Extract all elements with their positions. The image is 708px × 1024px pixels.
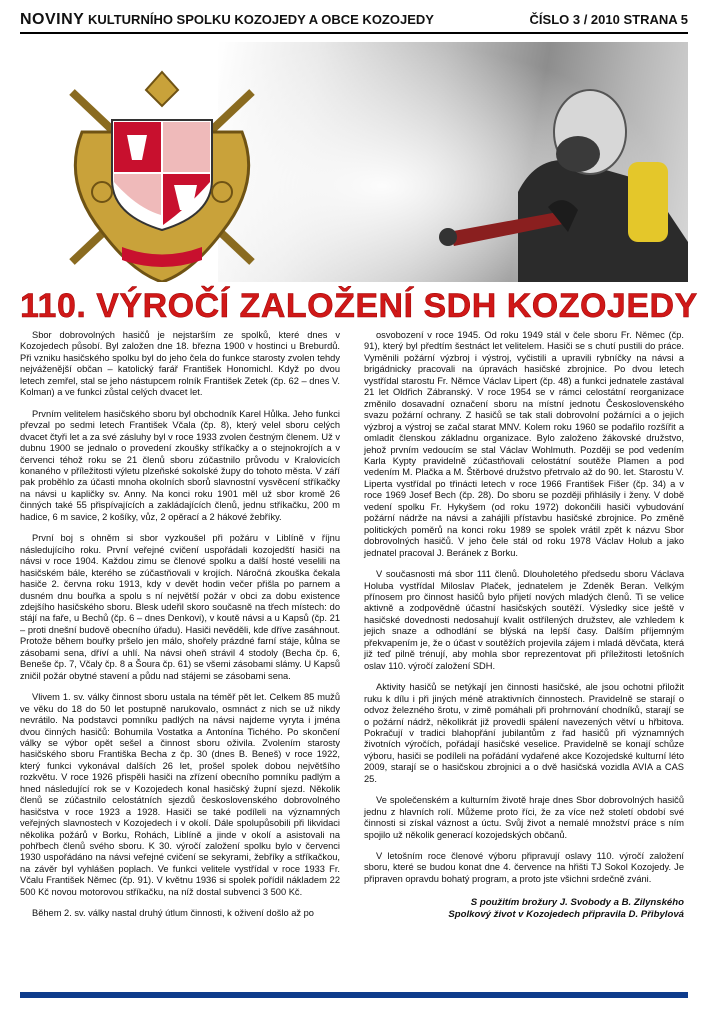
paragraph: Během 2. sv. války nastal druhý útlum činnosti, k oživení došlo až po — [32, 908, 314, 919]
paragraph: V letošním roce členové výboru připravují oslavy 110. výročí založení sboru, které se budou konat dne 4. července na hřišti TJ Sokol Kozojedy. Je připraven opravdu bohatý program, a proto jste všichni srdečně zváni. — [364, 851, 684, 884]
newspaper-subtitle: KULTURNÍHO SPOLKU KOZOJEDY A OBCE KOZOJEDY — [87, 12, 434, 27]
paragraph: Ve společenském a kulturním životě hraje dnes Sbor dobrovolných hasičů jednu z hlavních rolí. Můžeme proto říci, že za více než století období své činnosti si získal váznost a úctu. Svůj život a nemalé množství práce s ním spojilo už několik generací kozojedských občanů. — [364, 795, 684, 840]
paragraph: První boj s ohněm si sbor vyzkoušel při požáru v Liblíně v říjnu následujícího roku. První veřejné cvičení uspořádali kozojedští hasiči na návsi v roce 1904. Každou zimu se členové spolku a další hosté veselili na hasičském bále, kterého se zúčastňovali v krojích. Náročná zkouška čekala hasiče 2. června roku 1913, kdy v devět hodin večer přišla po parnem a dusném dnu bouřka a spolu s ní největší požár v obci za dobu existence zdejšího hasičského sboru. Blesk udeřil skoro současně na třech místech: do stájí na faře, u Bechů (čp. 6 – dnes Denkovi), v koutě návsi a u Kapsů (čp. 21 – proti dnešní budově obecního úřadu). Hasiči nevěděli, kde dříve zasáhnout. Protože během bouřky pršelo jen málo, shořely prázdné farní stáje, kůlna se zásobami sena, dříví a uhlí. Na návsi oheň strávil 4 stodoly (Becha čp. 6, Beneše čp. 7, Včaly čp. 8 a Šoura čp. 61) se všemi zásobami slámy. U Kapsů zničil požár obytné stavení a půdu nad stájemi se zásobami sena. — [20, 533, 340, 681]
fire-brigade-emblem-icon — [42, 62, 282, 282]
paragraph: Aktivity hasičů se netýkají jen činnosti hasičské, ale jsou ochotni přiložit ruku k dílu i při jiných méně atraktivních činnostech. Pravidelně se starají o odvoz železného šrotu, v zimě pomáhali při prohrnování chodníků, starají se o požární nádrž, několikrát již provedli spálení navezených větví u hřbitova. Pokračují v tradici blahopřání jubilantům z řad hasičů při významných životních výročích, pořádají hasičské veselice. Pravidelně se konají schůze výboru, hasiči se podíleli na pořádání vydařené akce Kozojedské kulturní léto 2009, starají se o hasičskou zbrojnici a o dvě hasičská vozidla AVIA a CAS 25. — [364, 682, 684, 784]
paragraph: V současnosti má sbor 111 členů. Dlouholetého předsedu sboru Václava Holuba vystřídal Miloslav Plaček, jednatelem je Zdeněk Beran. Velkým přínosem pro činnost hasičů bylo přijetí nových mladých členů. Ti se velice aktivně a zodpovědně účastní hasičských soutěží. Výsledky sice ještě v hasičské dovednosti nedosahují kvalit ostřílených družstev, ale vzhledem k jejich snaze a odhodlání se blýská na lepší časy. Dalším příjemným překvapením je, že o účast v soutěžích projevila zájem i mladá děvčata, která již teď pilně trénují, aby mohla sbor reprezentovat při příležitosti letošních oslav 110. výročí založení SDH. — [364, 569, 684, 671]
paragraph: Vlivem 1. sv. války činnost sboru ustala na téměř pět let. Celkem 85 mužů ve věku do 18 do 50 let postupně narukovalo, osmnáct z nich se už nikdy nevrátilo. Na podstavci pomníku padlých na návsi najdeme vyryta i jména dvou činných hasičů: Bohumila Vostatka a Antonína Tichého. Po skončení války se výbor opět sešel a činnost sboru oživila. Zvolením starosty hasičského sboru Františka Becha z čp. 30 (dnes B. Beneš) v roce 1922, který funkci vykonával dalších 26 let, prošel spolek dobou největšího rozkvětu. V roce 1926 přispěli hasiči na zřízení obecního pomníku padlým a hned následující rok se v Kozojedech konal hasičský župní sjezd. Několik členů se zúčastnilo celostátních sjezdů československého dobrovolného hasičstva v roce 1923 a 1928. Hasiči se také podíleli na významných veřejných slavnostech v Kozojedech i v okolí. Dále spolupůsobili při likvidaci několika požárů v Borku, Rohách, Liblíně a jinde v okolí a asistovali na pohřbech členů svého sboru. K 30. výročí založení spolku bylo v červenci 1930 uspořádáno na návsi veřejné cvičení se sekyrami, žebříky a stříkačkou, na závěr byl vyhlášen poplach. Ve funkci velitele vystřídal v roce 1933 Fr. Včalu František Němec (čp. 91). V květnu 1936 si spolek pořídil nákladem 22 500 Kč novou motorovou stříkačku, na níž dostal subvenci 3 500 Kč. — [20, 692, 340, 897]
firefighter-photo — [218, 42, 688, 282]
header-rule — [20, 32, 688, 34]
paragraph: Prvním velitelem hasičského sboru byl obchodník Karel Hůlka. Jeho funkci převzal po sedmi letech František Včala (čp. 8), který velel sboru celých dvacet čtyři let a za své zásluhy byl v roce 1933 zvolen čestným členem. Už v dubnu 1900 se jednalo o provedení zkoušky stříkačky a o stejnokrojích a v červenci téhož roku se 21 členů sboru zúčastnilo průvodu v Kralovicích konaného v příležitosti výletu plzeňské sokolské župy do tohoto města. V září pak proběhlo za účasti mnoha okolních sborů slavnostní vysvěcení stříkačky na návsi u kapličky sv. Anny. Na konci roku 1901 měl už sbor kromě 26 činných také 55 přispívajících a zakládajících členů, jednu stříkačku, 200 m hadice, 6 m savice, 2 košíky, vůz, 2 opěrací a 2 hákové žebříky. — [20, 408, 340, 522]
credit-author: Spolkový život v Kozojedech připravila D. Přibylová — [448, 909, 684, 921]
article-left-column — [20, 330, 340, 920]
footer-rule — [20, 992, 688, 998]
article-right-column — [364, 330, 684, 921]
newspaper-name: NOVINY — [20, 11, 85, 28]
issue-page-number: ČÍSLO 3 / 2010 STRANA 5 — [529, 12, 688, 27]
article-credit — [364, 897, 684, 921]
article-headline: 110. VÝROČÍ ZALOŽENÍ SDH KOZOJEDY — [20, 287, 698, 325]
page-header — [20, 10, 688, 30]
credit-source: S použitím brožury J. Svobody a B. Zilynského — [470, 897, 684, 909]
paragraph: osvobození v roce 1945. Od roku 1949 stál v čele sboru Fr. Němec (čp. 91), který byl předtím šestnáct let velitelem. Hasiči se s chutí pustili do práce. Vyměnili požární výzbroj i výstroj, vyčistili a upravili rybníčky na návsi a brigádnicky pracovali na úpravách hasičské zbrojnice. Po dvou letech vystřídal starostu Fr. Němce Václav Lipert (čp. 48) a funkci jednatele zastával 21 let Oldřich Zábranský. V roce 1954 se v rámci celostátní reorganizace změnilo dosavadní označení sboru na místní jednotu Československého svazu požární ochrany. Z hasičů se tak stali dobrovolní požárníci a o jejich výzbroj a výstroj se začal starat MNV. Kolem roku 1960 se podařilo rozšířit a omladit členskou základnu organizace. Bylo založeno žákovské družstvo, jehož prvním vedoucím se stal Václav Wohlmuth. Později se pod vedením Karla Kypty pravidelně zúčastňovali celostátní soutěže Plamen a pod vedením M. Plačka a M. Štěrbové družstvo přetrvalo až do 90. let. Starostu V. Liperta vystřídal po třinácti letech v roce 1966 František Fišer (čp. 34) a v roce 1969 Josef Bech (čp. 28). Do sboru se později přihlásily i ženy. V době vedení spolku Fr. Hykyšem (od roku 1972) dokončili hasiči vybudování požární nádrže na návsi a zahájili přístavbu hasičské zbrojnice. Po změně politických poměrů na konci roku 1989 se spolek vrátil zpět k názvu Sbor dobrovolných hasičů. V jeho čele stál od roku 1978 Václav Holub a jako jednatel pracoval J. Beránek z Borku. — [364, 330, 684, 558]
hero-image — [20, 42, 688, 282]
paragraph: Sbor dobrovolných hasičů je nejstarším ze spolků, které dnes v Kozojedech působí. Byl založen dne 18. března 1900 v hostinci u Breburdů. Při vzniku hasičského spolku byl do jeho čela do funkce starosty zvolen tehdy nejváženější občan – katolický farář František Honomichl. Když po dvou letech zemřel, stal se jeho nástupcem rolník František Zetek (čp. 62 – dnes V. Kolman) a ve funkci zůstal celých dvacet let. — [20, 330, 340, 398]
newspaper-title — [20, 11, 434, 29]
